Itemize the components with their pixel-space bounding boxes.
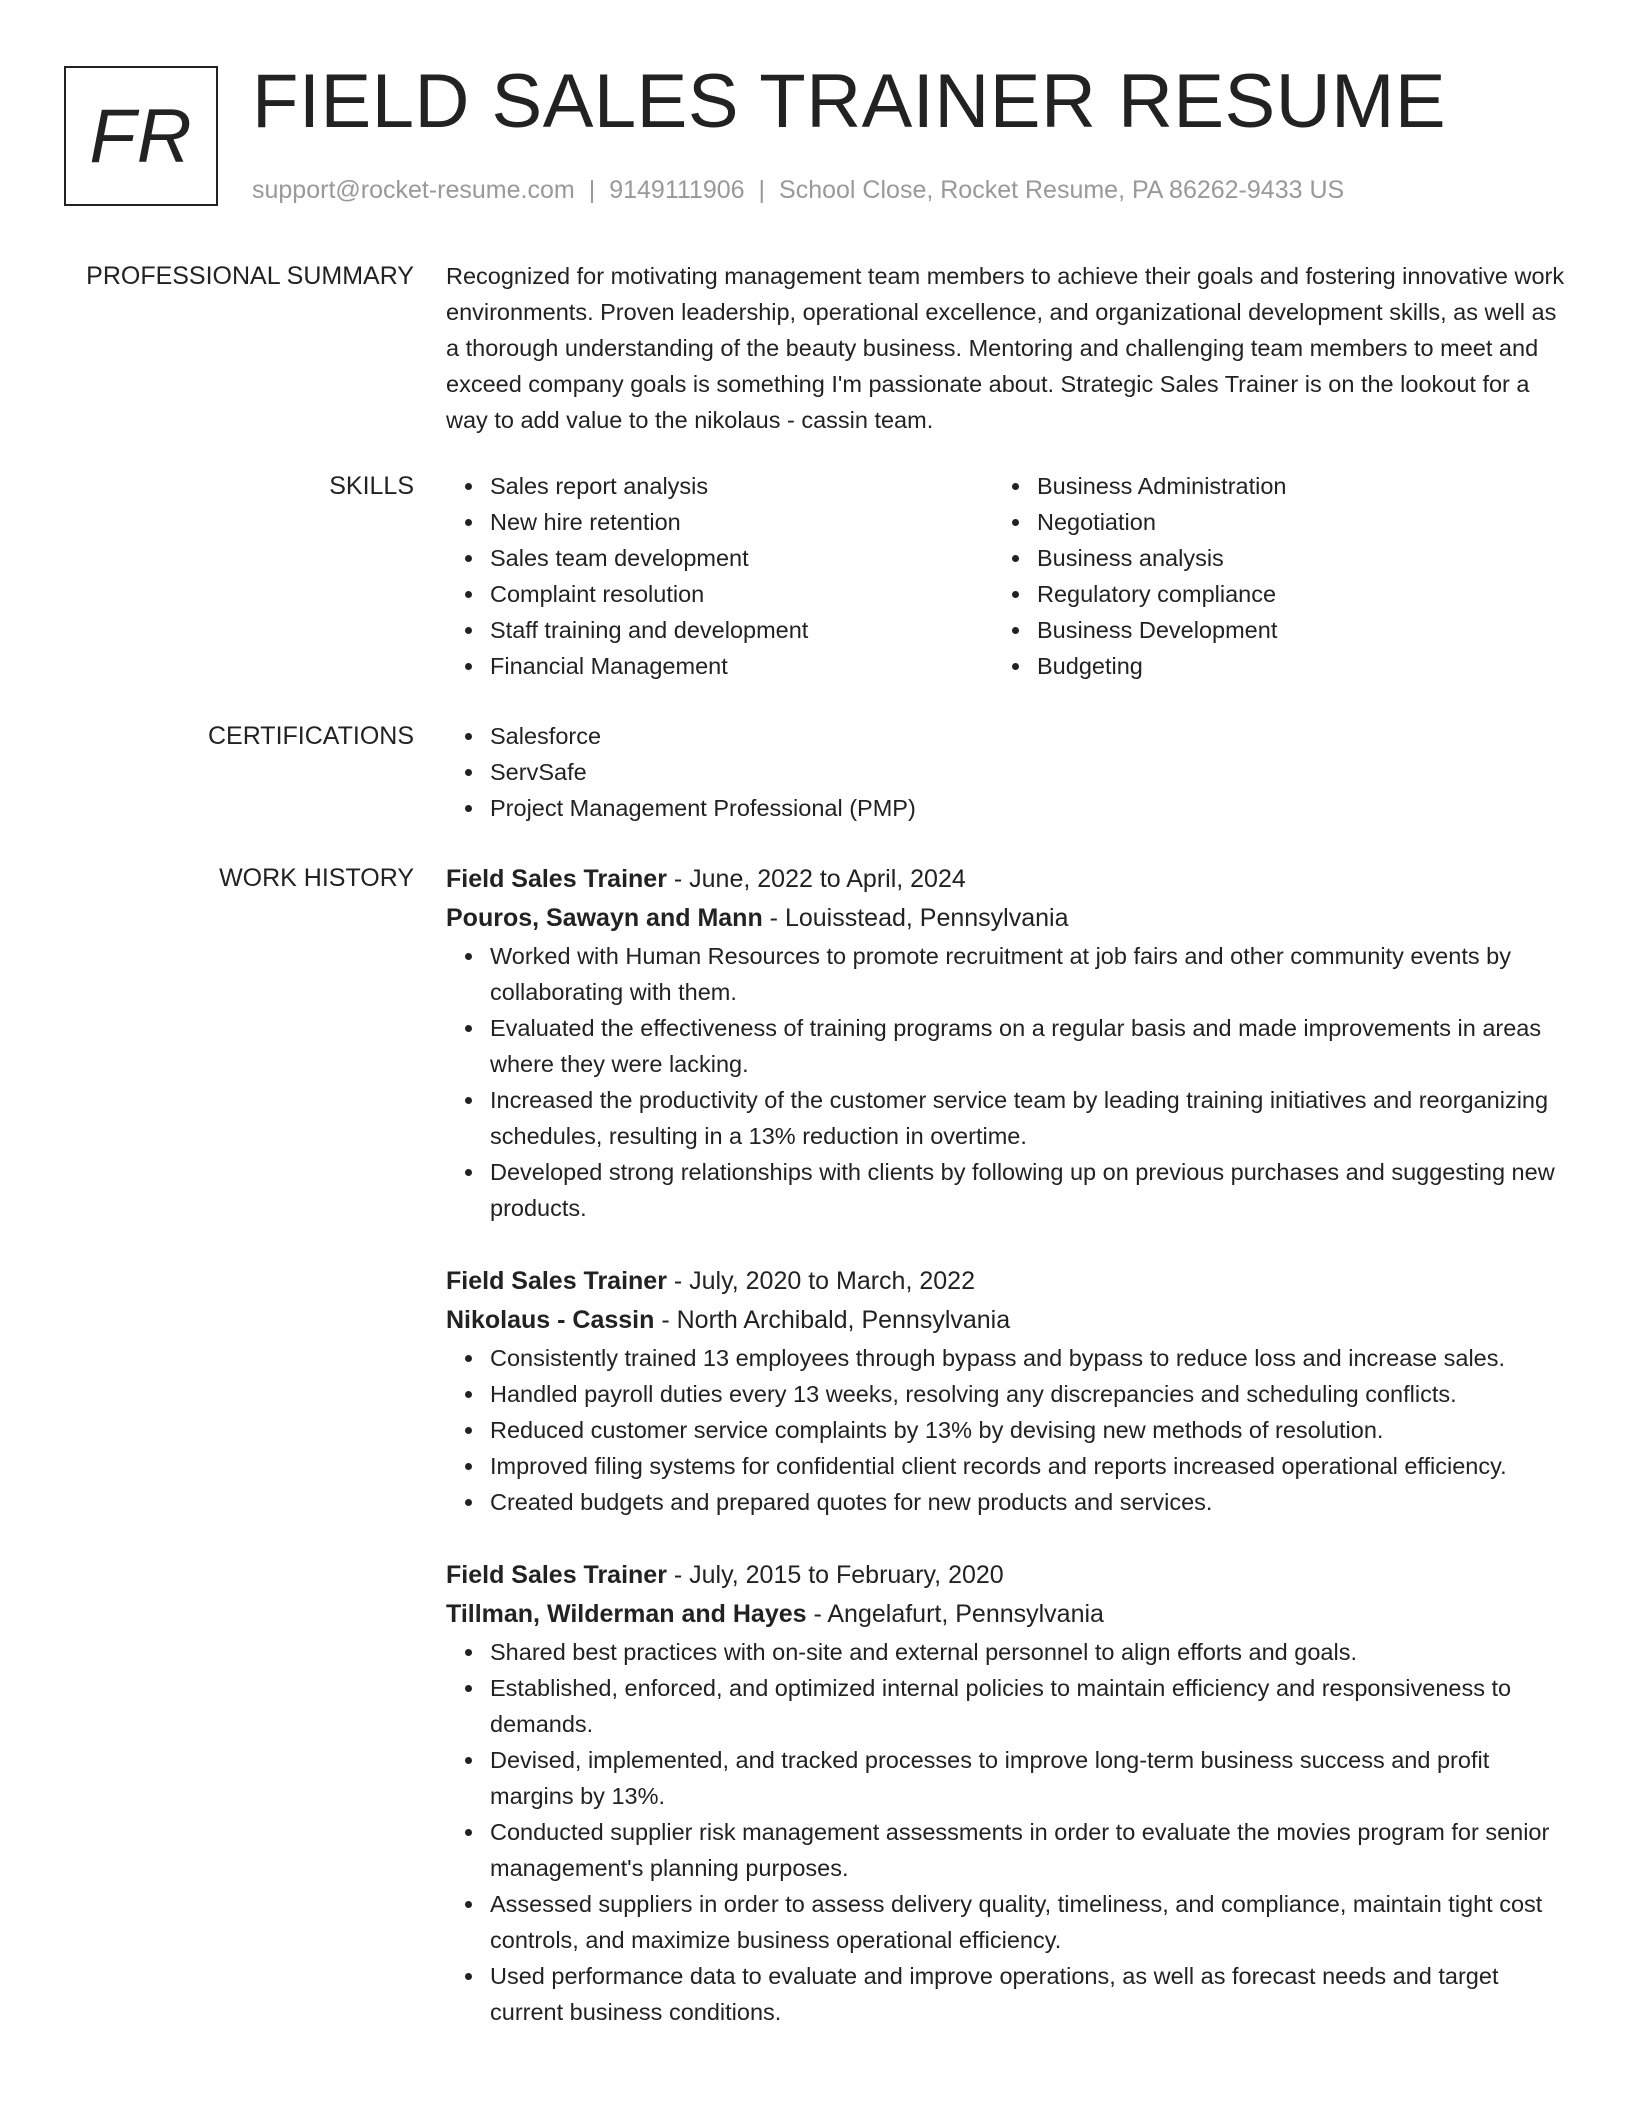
job-bullet: Developed strong relationships with clients by following up on previous purchases and suggesting new products. xyxy=(490,1154,1566,1226)
job-title-line xyxy=(446,1556,1566,1595)
skills-heading: SKILLS xyxy=(329,472,414,500)
job-entry xyxy=(446,860,1566,1226)
skill-item: Staff training and development xyxy=(490,612,993,648)
contact-address: School Close, Rocket Resume, PA 86262-9433 US xyxy=(779,176,1345,204)
job-bullet: Assessed suppliers in order to assess delivery quality, timeliness, and compliance, maintain tight cost controls, and maximize business operational efficiency. xyxy=(490,1886,1566,1958)
skills-column-right xyxy=(993,468,1540,684)
skill-item: Business Development xyxy=(1037,612,1540,648)
job-dates: - June, 2022 to April, 2024 xyxy=(666,865,966,893)
certification-item: ServSafe xyxy=(490,754,1566,790)
job-title-line xyxy=(446,1262,1566,1301)
job-bullet: Improved filing systems for confidential client records and reports increased operational efficiency. xyxy=(490,1448,1566,1484)
work-history-heading: WORK HISTORY xyxy=(219,864,414,892)
job-title-line xyxy=(446,860,1566,899)
certifications-body xyxy=(446,718,1566,826)
skill-item: Business Administration xyxy=(1037,468,1540,504)
job-location: - Angelafurt, Pennsylvania xyxy=(806,1600,1104,1628)
job-bullet: Conducted supplier risk management assessments in order to evaluate the movies program for senior management's planning purposes. xyxy=(490,1814,1566,1886)
job-title: Field Sales Trainer xyxy=(446,1561,667,1589)
job-bullet: Increased the productivity of the customer service team by leading training initiatives and reorganizing schedules, resulting in a 13% reduction in overtime. xyxy=(490,1082,1566,1154)
skills-column-left xyxy=(446,468,993,684)
job-company: Nikolaus - Cassin xyxy=(446,1306,655,1334)
contact-line xyxy=(252,172,1344,208)
certifications-heading: CERTIFICATIONS xyxy=(207,722,414,750)
monogram-box: FR xyxy=(64,66,218,206)
contact-phone: 9149111906 xyxy=(609,176,745,204)
job-bullet: Shared best practices with on-site and external personnel to align efforts and goals. xyxy=(490,1634,1566,1670)
skills-body xyxy=(446,468,1566,684)
job-bullets xyxy=(446,1340,1566,1520)
job-bullet: Reduced customer service complaints by 13% by devising new methods of resolution. xyxy=(490,1412,1566,1448)
job-bullet: Established, enforced, and optimized internal policies to maintain efficiency and responsiveness to demands. xyxy=(490,1670,1566,1742)
job-company: Tillman, Wilderman and Hayes xyxy=(446,1600,807,1628)
job-company-line xyxy=(446,1301,1566,1340)
job-company-line xyxy=(446,1595,1566,1634)
summary-body xyxy=(446,258,1566,438)
job-bullet: Worked with Human Resources to promote recruitment at job fairs and other community events by collaborating with them. xyxy=(490,938,1566,1010)
skill-item: Negotiation xyxy=(1037,504,1540,540)
job-location: - Louisstead, Pennsylvania xyxy=(762,904,1069,932)
skill-item: Budgeting xyxy=(1037,648,1540,684)
job-dates: - July, 2020 to March, 2022 xyxy=(666,1267,975,1295)
job-bullets xyxy=(446,938,1566,1226)
job-company: Pouros, Sawayn and Mann xyxy=(446,904,763,932)
contact-separator: | xyxy=(588,176,596,204)
job-bullet: Evaluated the effectiveness of training programs on a regular basis and made improvements in areas where they were lacking. xyxy=(490,1010,1566,1082)
skill-item: Sales report analysis xyxy=(490,468,993,504)
summary-text: Recognized for motivating management team members to achieve their goals and fostering innovative work environments. Proven leadership, operational excellence, and organizational development skills, as well as a thorough understanding of the beauty business. Mentoring and challenging team members to meet and exceed company goals is something I'm passionate about. Strategic Sales Trainer is on the lookout for a way to add value to the nikolaus - cassin team. xyxy=(446,263,1565,433)
job-bullet: Created budgets and prepared quotes for new products and services. xyxy=(490,1484,1566,1520)
job-entry xyxy=(446,1556,1566,2030)
job-title: Field Sales Trainer xyxy=(446,1267,667,1295)
skill-item: Sales team development xyxy=(490,540,993,576)
job-dates: - July, 2015 to February, 2020 xyxy=(666,1561,1004,1589)
job-bullet: Consistently trained 13 employees through bypass and bypass to reduce loss and increase sales. xyxy=(490,1340,1566,1376)
skill-item: Financial Management xyxy=(490,648,993,684)
contact-separator: | xyxy=(758,176,766,204)
work-history-body xyxy=(446,860,1566,2066)
job-location: - North Archibald, Pennsylvania xyxy=(654,1306,1011,1334)
certification-item: Project Management Professional (PMP) xyxy=(490,790,1566,826)
job-bullet: Devised, implemented, and tracked processes to improve long-term business success and profit margins by 13%. xyxy=(490,1742,1566,1814)
job-entry xyxy=(446,1262,1566,1520)
skill-item: Business analysis xyxy=(1037,540,1540,576)
skill-item: Complaint resolution xyxy=(490,576,993,612)
job-bullet: Used performance data to evaluate and improve operations, as well as forecast needs and target current business conditions. xyxy=(490,1958,1566,2030)
job-bullet: Handled payroll duties every 13 weeks, resolving any discrepancies and scheduling conflicts. xyxy=(490,1376,1566,1412)
job-company-line xyxy=(446,899,1566,938)
resume-title: FIELD SALES TRAINER RESUME xyxy=(252,59,1447,144)
job-title: Field Sales Trainer xyxy=(446,865,667,893)
contact-email: support@rocket-resume.com xyxy=(252,176,575,204)
job-bullets xyxy=(446,1634,1566,2030)
certification-item: Salesforce xyxy=(490,718,1566,754)
skill-item: Regulatory compliance xyxy=(1037,576,1540,612)
summary-heading: PROFESSIONAL SUMMARY xyxy=(86,262,414,290)
skill-item: New hire retention xyxy=(490,504,993,540)
